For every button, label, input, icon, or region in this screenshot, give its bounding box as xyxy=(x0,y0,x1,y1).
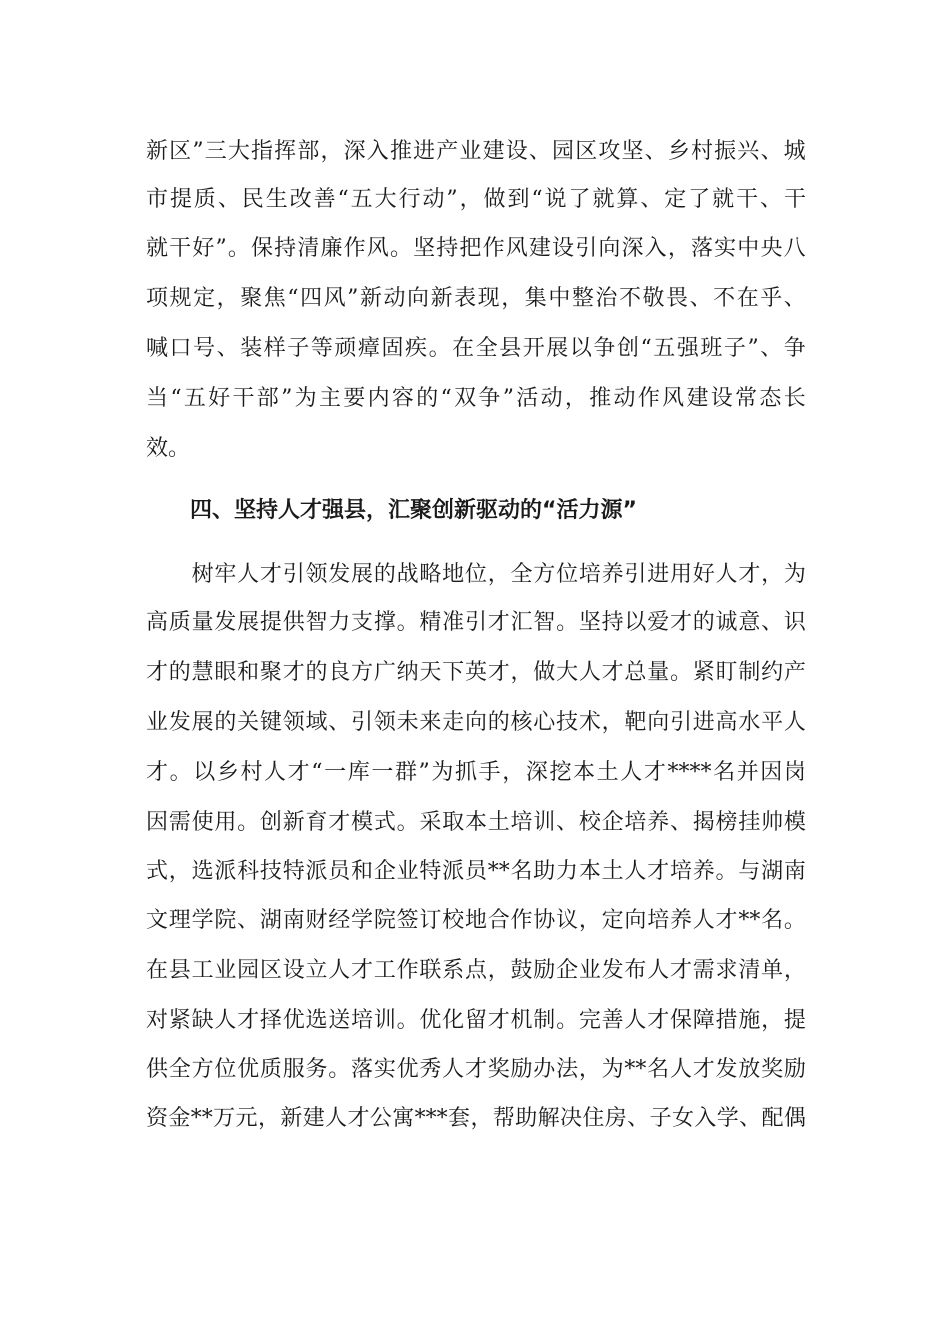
paragraph-2-line: 树 牢 人 才 引 领 发 展 的 战 略 地 位 ， 全 方 位 培 养 引 进 用 好 人 才 ， 为 xyxy=(191,562,806,587)
paragraph-2-line: 因 需 使 用 。 创 新 育 才 模 式 。 采 取 本 土 培 训 、 校 企 培 养 、 揭 榜 挂 帅 模 xyxy=(146,810,806,835)
paragraph-1-line: 新 区 ” 三 大 指 挥 部 ， 深 入 推 进 产 业 建 设 、 园 区 攻 坚 、 乡 村 振 兴 、 城 xyxy=(146,139,806,164)
paragraph-1-line: 当 “ 五 好 干 部 ” 为 主 要 内 容 的 “ 双 争 ” 活 动 ， 推 动 作 风 建 设 常 态 长 xyxy=(146,386,806,411)
paragraph-1-line: 市 提 质 、 民 生 改 善 “ 五 大 行 动 ” ， 做 到 “ 说 了 就 算 、 定 了 就 干 、 干 xyxy=(146,187,806,212)
paragraph-2-line: 在 县 工 业 园 区 设 立 人 才 工 作 联 系 点 ， 鼓 励 企 业 发 布 人 才 需 求 清 单 ， xyxy=(146,958,806,983)
paragraph-2-line: 高 质 量 发 展 提 供 智 力 支 撑 。 精 准 引 才 汇 智 。 坚 持 以 爱 才 的 诚 意 、 识 xyxy=(146,610,806,635)
paragraph-2-line: 才 的 慧 眼 和 聚 才 的 良 方 广 纳 天 下 英 才 ， 做 大 人 才 总 量 。 紧 盯 制 约 产 xyxy=(146,660,806,685)
paragraph-2-line: 对 紧 缺 人 才 择 优 选 送 培 训 。 优 化 留 才 机 制 。 完 善 人 才 保 障 措 施 ， 提 xyxy=(146,1008,806,1033)
section-heading: 四、坚持人才强县，汇聚创新驱动的“活力源” xyxy=(190,498,637,523)
paragraph-1-line: 喊 口 号 、 装 样 子 等 顽 瘴 固 疾 。 在 全 县 开 展 以 争 创 “ 五 强 班 子 ” 、 争 xyxy=(146,336,806,361)
paragraph-2-line: 文 理 学 院 、 湖 南 财 经 学 院 签 订 校 地 合 作 协 议 ， 定 向 培 养 人 才 ** 名 。 xyxy=(146,908,806,933)
paragraph-1-line: 项 规 定 ， 聚 焦 “ 四 风 ” 新 动 向 新 表 现 ， 集 中 整 治 不 敬 畏 、 不 在 乎 、 xyxy=(146,286,806,311)
paragraph-2-line: 资 金 ** 万 元 ， 新 建 人 才 公 寓 *** 套 ， 帮 助 解 决 住 房 、 子 女 入 学 、 配 偶 xyxy=(146,1106,806,1131)
paragraph-2-line: 业 发 展 的 关 键 领 域 、 引 领 未 来 走 向 的 核 心 技 术 ， 靶 向 引 进 高 水 平 人 xyxy=(146,710,806,735)
paragraph-1-line: 就 干 好 ” 。 保 持 清 廉 作 风 。 坚 持 把 作 风 建 设 引 向 深 入 ， 落 实 中 央 八 xyxy=(146,236,806,261)
paragraph-2-line: 式 ， 选 派 科 技 特 派 员 和 企 业 特 派 员 ** 名 助 力 本 土 人 才 培 养 。 与 湖 南 xyxy=(146,859,806,884)
paragraph-2-line: 供 全 方 位 优 质 服 务 。 落 实 优 秀 人 才 奖 励 办 法 ， 为 ** 名 人 才 发 放 奖 励 xyxy=(146,1057,806,1082)
paragraph-1-line: 效。 xyxy=(146,436,191,461)
paragraph-2-line: 才 。 以 乡 村 人 才 “ 一 库 一 群 ” 为 抓 手 ， 深 挖 本 土 人 才 **** 名 并 因 岗 xyxy=(146,760,806,785)
